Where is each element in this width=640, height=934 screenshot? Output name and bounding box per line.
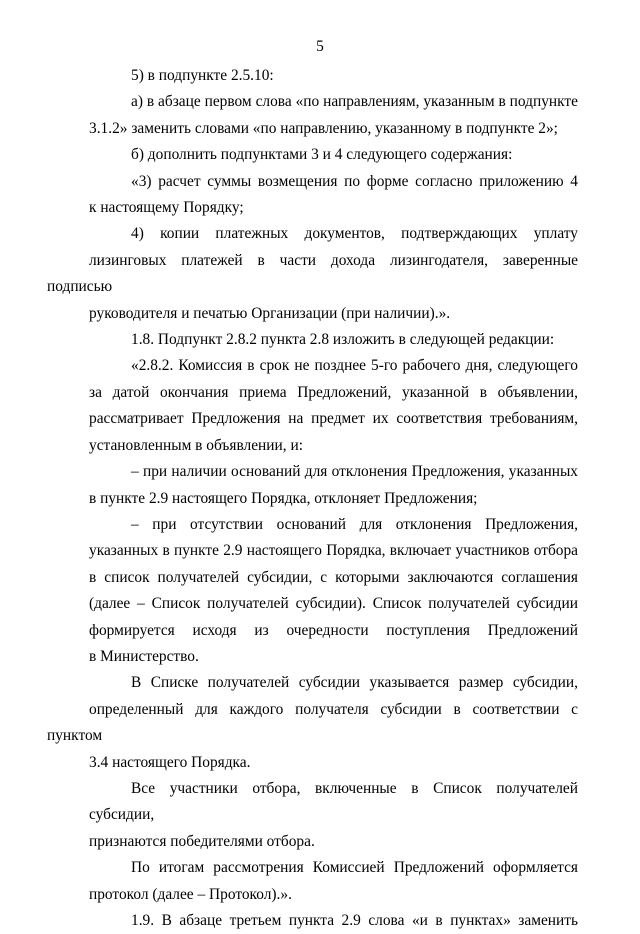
- text-line: 5) в подпункте 2.5.10:: [131, 67, 274, 84]
- text-line: В Списке получателей субсидии указывается размер субсидии,: [131, 674, 578, 692]
- paragraph-item-1-8: [89, 327, 578, 353]
- text-line: установленным в объявлении, и:: [89, 436, 303, 454]
- paragraph-winners: [89, 776, 578, 855]
- text-line: – при отсутствии оснований для отклонения Предложения,: [131, 515, 578, 533]
- paragraph-subitem-4: [47, 221, 578, 327]
- paragraph-item-a: [89, 89, 578, 142]
- paragraph-dash-rejection: [89, 459, 578, 512]
- text-line: определенный для каждого получателя субсидии в соответствии с пунктом: [47, 700, 578, 745]
- text-line: рассматривает Предложения на предмет их соответствия требованиям,: [89, 410, 578, 428]
- text-line: лизинговых платежей в части дохода лизингодателя, заверенные подписью: [47, 251, 578, 296]
- page-number: 5: [316, 38, 324, 55]
- text-line: указанных в пункте 2.9 настоящего Порядка, включает участников отбора: [89, 542, 578, 560]
- paragraph-subitem-3: [89, 169, 578, 222]
- text-line: По итогам рассмотрения Комиссией Предложений оформляется: [131, 859, 578, 877]
- paragraph-subitem-2-5-10: [89, 63, 578, 89]
- text-line: к настоящему Порядку;: [89, 199, 244, 217]
- text-line: – при наличии оснований для отклонения Предложения, указанных: [131, 463, 578, 481]
- text-line: «3) расчет суммы возмещения по форме согласно приложению 4: [131, 172, 578, 190]
- text-line: «2.8.2. Комиссия в срок не позднее 5-го рабочего дня, следующего: [131, 357, 578, 375]
- paragraph-subitem-2-8-2: [89, 353, 578, 459]
- text-line: протокол (далее – Протокол).».: [89, 885, 292, 903]
- text-line: в Министерство.: [89, 647, 199, 665]
- text-line: руководителя и печатью Организации (при наличии).».: [89, 304, 451, 322]
- document-body: [47, 63, 578, 934]
- text-line: 1.8. Подпункт 2.8.2 пункта 2.8 изложить в следующей редакции:: [131, 331, 555, 349]
- text-line: в список получателей субсидии, с которыми заключаются соглашения: [89, 568, 578, 586]
- text-line: 4) копии платежных документов, подтверждающих уплату: [131, 225, 578, 243]
- paragraph-item-1-9: [89, 908, 578, 934]
- text-line: признаются победителями отбора.: [89, 832, 315, 850]
- text-line: б) дополнить подпунктами 3 и 4 следующего содержания:: [131, 146, 513, 164]
- paragraph-item-b: [89, 142, 578, 168]
- text-line: за датой окончания приема Предложений, указанной в объявлении,: [89, 383, 578, 401]
- paragraph-protocol: [89, 855, 578, 908]
- text-line: Все участники отбора, включенные в Список получателей субсидии,: [89, 779, 578, 824]
- text-line: в пункте 2.9 настоящего Порядка, отклоняет Предложения;: [89, 489, 478, 507]
- text-line: (далее – Список получателей субсидии). Список получателей субсидии: [89, 595, 578, 613]
- text-line: 1.9. В абзаце третьем пункта 2.9 слова «и в пунктах» заменить: [131, 912, 578, 929]
- text-line: а) в абзаце первом слова «по направлениям, указанным в подпункте: [131, 93, 578, 111]
- text-line: 3.1.2» заменить словами «по направлению, указанному в подпункте 2»;: [89, 119, 558, 137]
- paragraph-dash-inclusion: [89, 512, 578, 670]
- text-line: формируется исходя из очередности поступления Предложений: [89, 621, 578, 639]
- paragraph-subsidy-amount: [47, 670, 578, 776]
- text-line: 3.4 настоящего Порядка.: [89, 753, 251, 771]
